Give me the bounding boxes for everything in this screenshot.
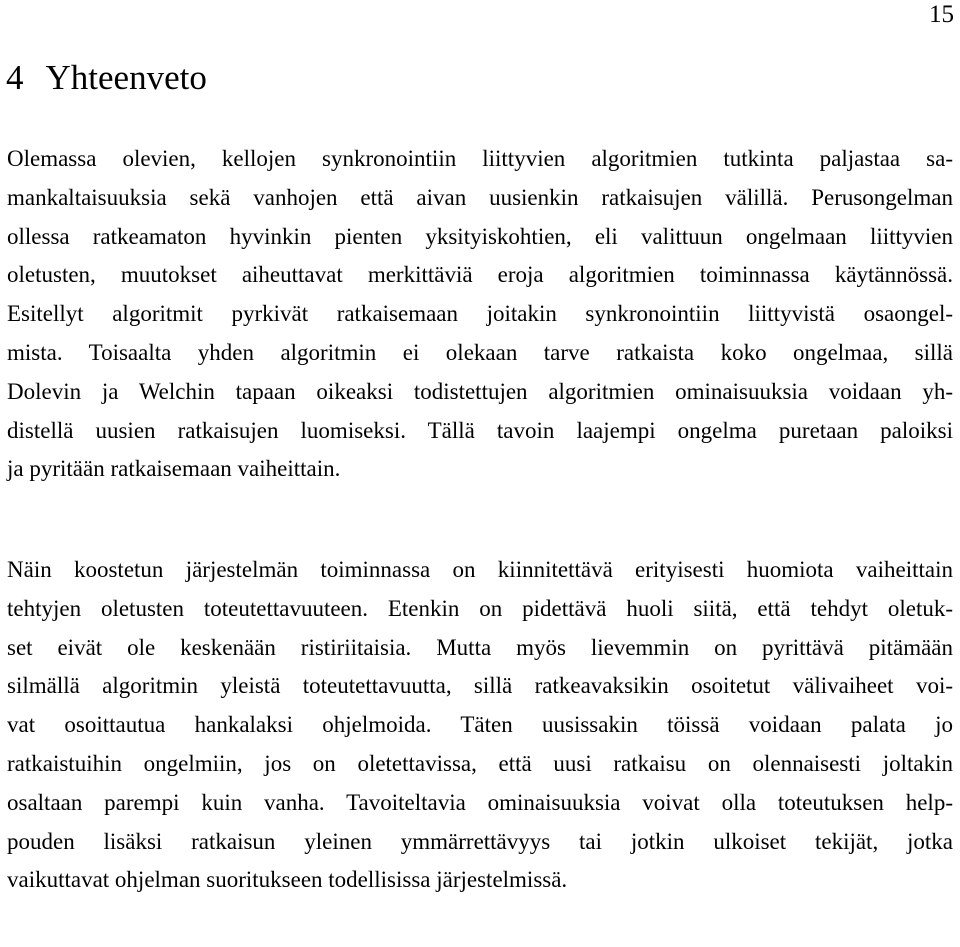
paragraph-line: ja pyritään ratkaisemaan vaiheittain. <box>7 456 341 482</box>
paragraph-line: tehtyjen oletusten toteutettavuuteen. Etenkin on pidettävä huoli siitä, että tehdyt oletuk- <box>7 595 953 621</box>
page-number: 15 <box>929 1 954 28</box>
paragraph-line: Esitellyt algoritmit pyrkivät ratkaisemaan joitakin synkronointiin liittyvistä osaongel- <box>7 301 953 327</box>
paragraph-line: distellä uusien ratkaisujen luomiseksi. Tällä tavoin laajempi ongelma puretaan paloiksi <box>7 417 953 443</box>
paragraph-line: pouden lisäksi ratkaisun yleinen ymmärrettävyys tai jotkin ulkoiset tekijät, jotka <box>7 828 953 854</box>
paragraph-line: oletusten, muutokset aiheuttavat merkittäviä eroja algoritmien toiminnassa käytännössä. <box>7 262 953 288</box>
paragraph-line: vaikuttavat ohjelman suoritukseen todellisissa järjestelmissä. <box>7 867 568 893</box>
paragraph-line: ollessa ratkeamaton hyvinkin pienten yksityiskohtien, eli valittuun ongelmaan liittyvien <box>7 223 953 249</box>
paragraph-line: silmällä algoritmin yleistä toteutettavuutta, sillä ratkeavaksikin osoitetut välivaiheet voi- <box>7 673 953 699</box>
paragraph-line: Dolevin ja Welchin tapaan oikeaksi todistettujen algoritmien ominaisuuksia voidaan yh- <box>7 378 953 404</box>
section-heading <box>6 58 207 98</box>
paragraph-line: set eivät ole keskenään ristiriitaisia. Mutta myös lievemmin on pyrittävä pitämään <box>7 634 953 660</box>
paragraph-line: Olemassa olevien, kellojen synkronointiin liittyvien algoritmien tutkinta paljastaa sa- <box>7 146 953 171</box>
paragraph-line: mankaltaisuuksia sekä vanhojen että aivan uusienkin ratkaisujen välillä. Perusongelman <box>7 184 953 210</box>
paragraph-line: ratkaistuihin ongelmiin, jos on oletettavissa, että uusi ratkaisu on olennaisesti joltakin <box>7 750 953 776</box>
section-title: Yhteenveto <box>45 58 207 97</box>
paragraph-line: vat osoittautua hankalaksi ohjelmoida. Täten uusissakin töissä voidaan palata jo <box>7 712 953 738</box>
paragraph-1 <box>7 140 953 489</box>
paragraph-2 <box>7 551 953 900</box>
paragraph-line: Näin koostetun järjestelmän toiminnassa on kiinnitettävä erityisesti huomiota vaiheittain <box>7 557 953 582</box>
paragraph-line: osaltaan parempi kuin vanha. Tavoiteltavia ominaisuuksia voivat olla toteutuksen help- <box>7 789 953 815</box>
paragraph-line: mista. Toisaalta yhden algoritmin ei olekaan tarve ratkaista koko ongelmaa, sillä <box>7 339 953 365</box>
section-number: 4 <box>6 58 24 97</box>
